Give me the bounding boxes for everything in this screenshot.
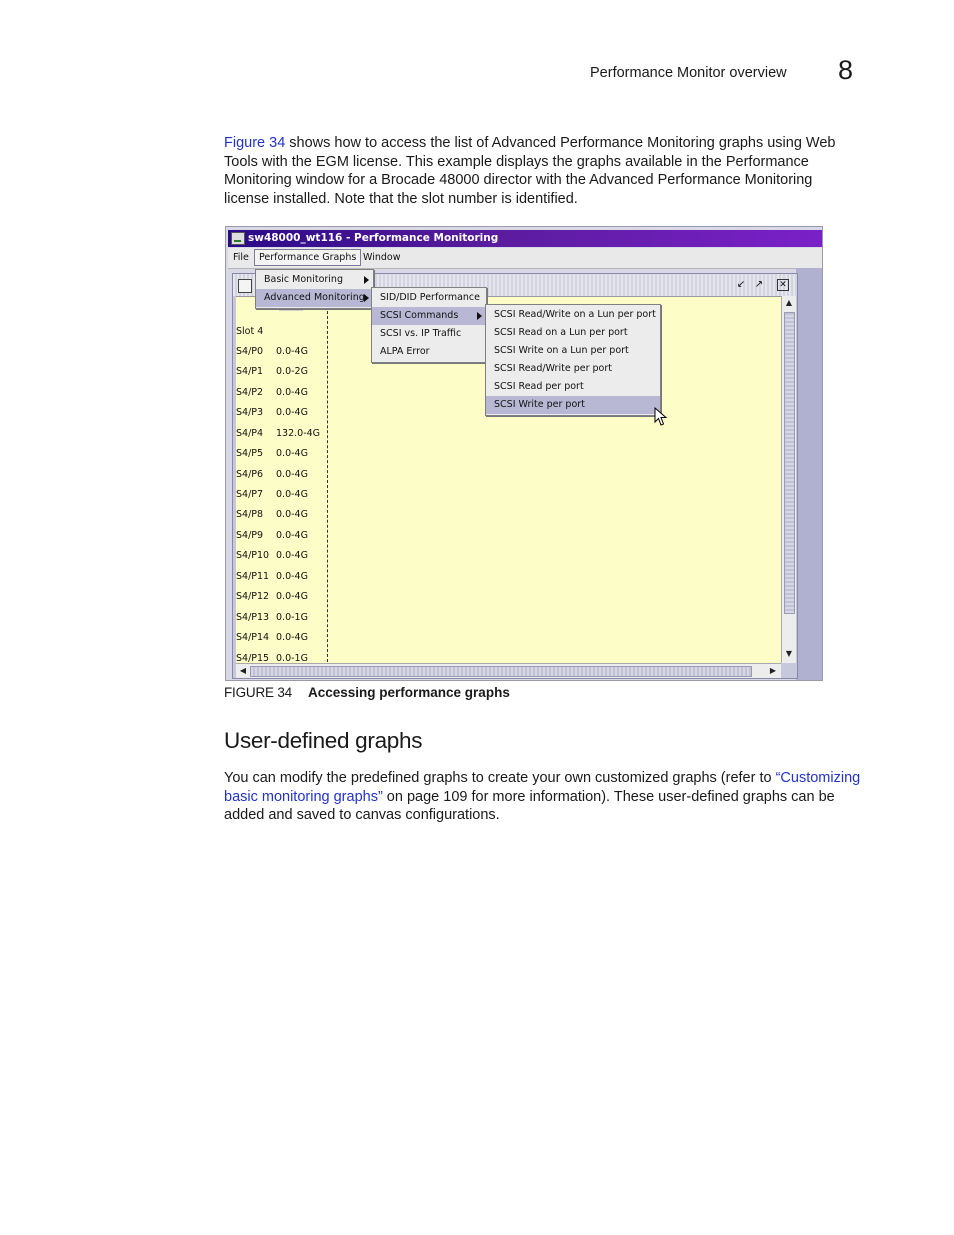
port-range: 132.0-4G <box>276 428 321 439</box>
port-range: 0.0-4G <box>276 509 308 520</box>
menu-item-scsi-read-port[interactable]: SCSI Read per port <box>494 381 584 392</box>
customizing-graphs-link[interactable]: “Customizing basic monitoring graphs” <box>224 770 861 805</box>
scsi-commands-menu <box>485 304 661 416</box>
port-id: S4/P9 <box>236 530 264 541</box>
port-range: 0.0-4G <box>276 550 308 561</box>
port-id: S4/P15 <box>236 653 270 664</box>
intro-text: shows how to access the list of Advanced Performance Monitoring graphs using Web Tools with the EGM license. This example displays the graphs available in the Performance Monitoring window for a Brocade 48000 director with the Advanced Performance Monitoring license installed. Note that the slot number is identified. <box>224 135 836 207</box>
scroll-up-icon[interactable]: ▲ <box>785 298 793 307</box>
menu-item-scsi-rw-port[interactable]: SCSI Read/Write per port <box>494 363 612 374</box>
intro-paragraph <box>224 134 854 208</box>
port-id: S4/P14 <box>236 632 270 643</box>
window-title: sw48000_wt116 - Performance Monitoring <box>248 232 499 244</box>
port-id: S4/P3 <box>236 407 264 418</box>
submenu-arrow-icon <box>477 312 482 320</box>
figure-number: FIGURE 34 <box>224 685 292 700</box>
port-row[interactable] <box>236 489 326 503</box>
port-row[interactable] <box>236 407 326 421</box>
minimize-icon[interactable]: ↙ <box>736 279 746 290</box>
port-range: 0.0-1G <box>276 653 308 664</box>
menu-item-label: Advanced Monitoring <box>264 292 365 303</box>
port-id: S4/P4 <box>236 428 264 439</box>
close-icon[interactable]: ✕ <box>777 279 789 291</box>
menu-item-scsi-write-port[interactable]: SCSI Write per port <box>486 396 660 414</box>
performance-graphs-menu <box>255 269 374 309</box>
port-id: S4/P1 <box>236 366 264 377</box>
vertical-scrollbar[interactable] <box>781 296 796 663</box>
port-row[interactable] <box>236 530 326 544</box>
figure-caption-text: Accessing performance graphs <box>308 685 510 700</box>
port-id: S4/P0 <box>236 346 264 357</box>
advanced-monitoring-menu <box>371 287 487 363</box>
port-range: 0.0-4G <box>276 407 308 418</box>
menu-item-basic-monitoring[interactable] <box>256 271 373 289</box>
port-row[interactable] <box>236 448 326 462</box>
menu-item-scsi-commands[interactable] <box>372 307 486 325</box>
port-row[interactable] <box>236 387 326 401</box>
menu-item-scsi-write-lun[interactable]: SCSI Write on a Lun per port <box>494 345 629 356</box>
port-range: 0.0-1G <box>276 612 308 623</box>
scroll-down-icon[interactable]: ▼ <box>785 649 793 658</box>
chapter-number: 8 <box>838 55 854 85</box>
maximize-icon[interactable]: ↗ <box>754 279 764 290</box>
port-range: 0.0-4G <box>276 632 308 643</box>
horizontal-scroll-thumb[interactable] <box>250 666 752 677</box>
window-icon[interactable] <box>238 279 252 293</box>
vertical-scroll-thumb[interactable] <box>784 312 795 614</box>
mouse-cursor-icon <box>654 407 668 427</box>
port-range: 0.0-2G <box>276 366 308 377</box>
port-row[interactable] <box>236 550 326 564</box>
menubar <box>228 248 822 269</box>
port-id: S4/P6 <box>236 469 264 480</box>
port-id: S4/P12 <box>236 591 270 602</box>
section-text-2: on page 109 for more information). These user-defined graphs can be added and saved to canvas configurations. <box>224 788 835 823</box>
menu-performance-graphs[interactable]: Performance Graphs <box>254 249 361 266</box>
port-row[interactable] <box>236 571 326 585</box>
section-title: User-defined graphs <box>224 728 423 753</box>
port-divider-line <box>327 306 328 662</box>
port-id: S4/P10 <box>236 550 270 561</box>
section-text-1: You can modify the predefined graphs to create your own customized graphs (refer to <box>224 770 776 786</box>
port-id: S4/P11 <box>236 571 270 582</box>
slot-label-row <box>236 326 326 340</box>
menu-item-alpa-error[interactable]: ALPA Error <box>380 346 430 357</box>
port-range: 0.0-4G <box>276 489 308 500</box>
menu-item-label: Basic Monitoring <box>264 274 343 285</box>
port-id: S4/P8 <box>236 509 264 520</box>
port-row[interactable] <box>236 509 326 523</box>
slot-label: Slot 4 <box>236 326 264 337</box>
port-row[interactable] <box>236 346 326 360</box>
port-range: 0.0-4G <box>276 346 308 357</box>
running-header-title: Performance Monitor overview <box>590 65 787 81</box>
port-id: S4/P5 <box>236 448 264 459</box>
port-row[interactable] <box>236 591 326 605</box>
submenu-arrow-icon <box>364 294 369 302</box>
port-row[interactable] <box>236 612 326 626</box>
submenu-arrow-icon <box>364 276 369 284</box>
menu-item-scsi-rw-lun[interactable]: SCSI Read/Write on a Lun per port <box>494 309 656 320</box>
port-row[interactable] <box>236 653 326 667</box>
menu-item-scsi-vs-ip-traffic[interactable]: SCSI vs. IP Traffic <box>380 328 462 339</box>
port-row[interactable] <box>236 428 326 442</box>
port-range: 0.0-4G <box>276 469 308 480</box>
port-row[interactable] <box>236 469 326 483</box>
menu-item-advanced-monitoring[interactable] <box>256 289 373 307</box>
window-titlebar <box>228 230 822 247</box>
menu-item-label: SCSI Commands <box>380 310 459 321</box>
port-range: 0.0-4G <box>276 571 308 582</box>
section-paragraph <box>224 769 874 825</box>
port-row[interactable] <box>236 366 326 380</box>
performance-monitoring-screenshot <box>225 226 823 681</box>
port-id: S4/P2 <box>236 387 264 398</box>
figure-34-link[interactable]: Figure 34 <box>224 135 286 151</box>
port-id: S4/P13 <box>236 612 270 623</box>
right-background <box>796 268 823 680</box>
port-row[interactable] <box>236 632 326 646</box>
port-range: 0.0-4G <box>276 591 308 602</box>
port-range: 0.0-4G <box>276 448 308 459</box>
app-icon <box>231 232 245 245</box>
menu-window[interactable]: Window <box>363 252 401 263</box>
port-range: 0.0-4G <box>276 387 308 398</box>
figure-caption <box>224 685 510 700</box>
scroll-right-icon[interactable]: ▶ <box>769 666 777 675</box>
menu-item-scsi-read-lun[interactable]: SCSI Read on a Lun per port <box>494 327 628 338</box>
scroll-left-icon[interactable]: ◀ <box>239 666 247 675</box>
menu-file[interactable]: File <box>233 252 249 263</box>
port-range: 0.0-4G <box>276 530 308 541</box>
port-id: S4/P7 <box>236 489 264 500</box>
menu-item-sid-did-performance[interactable]: SID/DID Performance <box>380 292 481 303</box>
